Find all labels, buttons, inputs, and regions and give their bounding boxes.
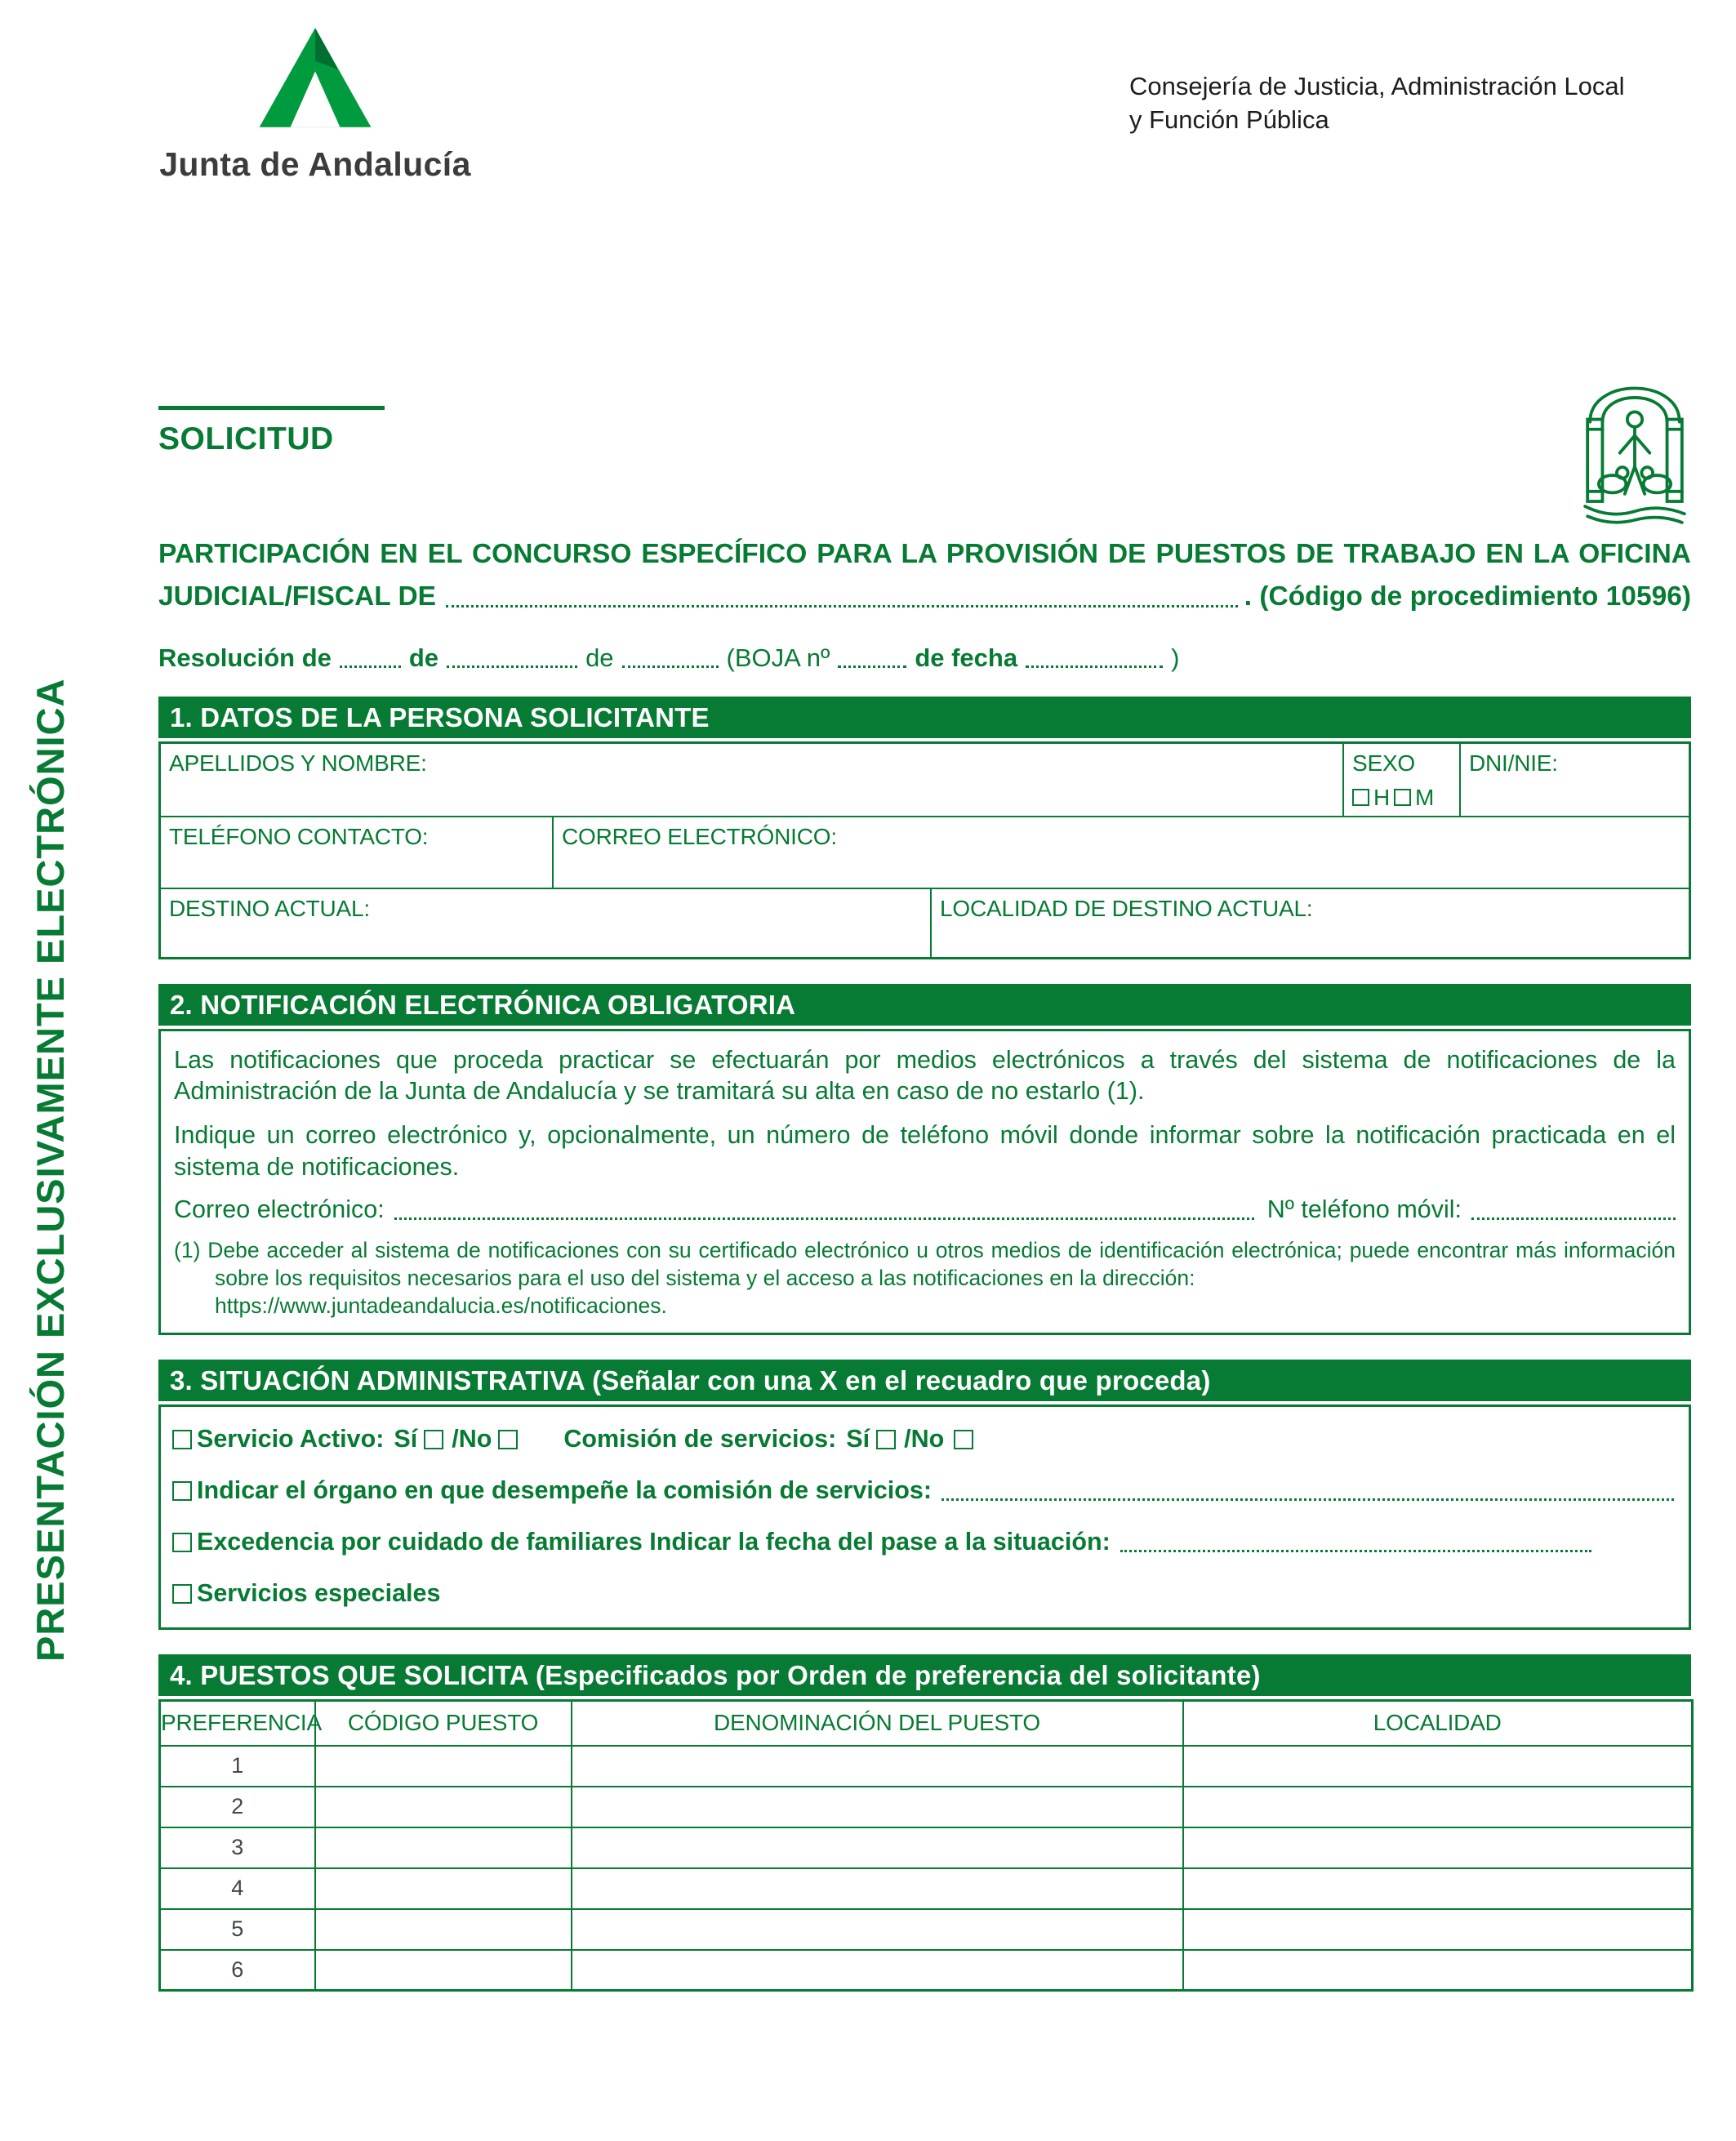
electronic-submission-banner: PRESENTACIÓN EXCLUSIVAMENTE ELECTRÓNICA bbox=[29, 678, 72, 1662]
denominacion-cell-1[interactable] bbox=[572, 1746, 1183, 1787]
resolution-label-5: de fecha bbox=[915, 643, 1018, 672]
phone-label: TELÉFONO CONTACTO: bbox=[169, 823, 429, 849]
col-codigo-puesto: CÓDIGO PUESTO bbox=[315, 1701, 572, 1746]
active-service-checkbox[interactable] bbox=[172, 1430, 192, 1449]
applicant-row-2 bbox=[161, 816, 1689, 888]
preference-number-5: 5 bbox=[160, 1909, 315, 1950]
resolution-label-6: ) bbox=[1171, 643, 1180, 672]
destination-label: DESTINO ACTUAL: bbox=[169, 895, 370, 921]
applicant-row-3 bbox=[161, 888, 1689, 957]
codigo-cell-5[interactable] bbox=[315, 1909, 572, 1950]
resolution-label-3: de bbox=[585, 643, 614, 672]
resolution-label-4: (BOJA nº bbox=[726, 643, 830, 672]
procedure-code: . (Código de procedimiento 10596) bbox=[1244, 581, 1691, 612]
codigo-cell-6[interactable] bbox=[315, 1950, 572, 1991]
localidad-cell-4[interactable] bbox=[1183, 1868, 1693, 1909]
denominacion-cell-3[interactable] bbox=[572, 1827, 1183, 1868]
position-row-1 bbox=[160, 1746, 1693, 1787]
phone-field[interactable] bbox=[161, 817, 552, 888]
position-row-2 bbox=[160, 1787, 1693, 1827]
localidad-cell-3[interactable] bbox=[1183, 1827, 1693, 1868]
denominacion-cell-6[interactable] bbox=[572, 1950, 1183, 1991]
col-localidad: LOCALIDAD bbox=[1183, 1701, 1693, 1746]
commission-yes-checkbox[interactable] bbox=[876, 1430, 896, 1449]
positions-table bbox=[158, 1699, 1694, 1992]
dni-label: DNI/NIE: bbox=[1469, 750, 1558, 776]
active-service-row bbox=[172, 1425, 1677, 1453]
notification-email-field[interactable] bbox=[394, 1215, 1254, 1220]
title-rule bbox=[158, 406, 385, 410]
administrative-situation-box bbox=[158, 1404, 1691, 1630]
office-prefix-label: JUDICIAL/FISCAL DE bbox=[158, 581, 436, 612]
resolution-field-1[interactable] bbox=[340, 663, 401, 668]
section3-header: 3. SITUACIÓN ADMINISTRATIVA (Señalar con una X en el recuadro que proceda) bbox=[158, 1360, 1691, 1401]
sex-h-checkbox[interactable] bbox=[1352, 789, 1369, 806]
preference-number-3: 3 bbox=[160, 1827, 315, 1868]
sex-m-checkbox[interactable] bbox=[1394, 789, 1411, 806]
notification-contact-line bbox=[174, 1195, 1676, 1224]
department-line-2: y Función Pública bbox=[1129, 105, 1329, 134]
notification-mobile-field[interactable] bbox=[1471, 1215, 1676, 1220]
denominacion-cell-4[interactable] bbox=[572, 1868, 1183, 1909]
page-title: SOLICITUD bbox=[158, 421, 334, 456]
commission-organ-row bbox=[172, 1476, 1677, 1505]
sex-h-label: H bbox=[1373, 784, 1391, 810]
localidad-cell-6[interactable] bbox=[1183, 1950, 1693, 1991]
family-leave-row bbox=[172, 1528, 1677, 1556]
commission-no-checkbox[interactable] bbox=[954, 1430, 973, 1449]
notification-footnote bbox=[174, 1237, 1676, 1320]
resolution-field-4[interactable] bbox=[838, 663, 906, 668]
name-label: APELLIDOS Y NOMBRE: bbox=[169, 750, 427, 776]
resolution-field-2[interactable] bbox=[447, 663, 577, 668]
commission-label: Comisión de servicios: bbox=[563, 1425, 837, 1453]
participation-title-line1: PARTICIPACIÓN EN EL CONCURSO ESPECÍFICO PARA LA PROVISIÓN DE PUESTOS DE TRABAJO EN LA OFICINA bbox=[158, 539, 1691, 569]
section2-header: 2. NOTIFICACIÓN ELECTRÓNICA OBLIGATORIA bbox=[158, 984, 1691, 1026]
col-denominacion: DENOMINACIÓN DEL PUESTO bbox=[572, 1701, 1183, 1746]
resolution-line bbox=[158, 645, 1691, 672]
codigo-cell-2[interactable] bbox=[315, 1787, 572, 1827]
commission-no-label: /No bbox=[904, 1425, 945, 1453]
destination-locality-field[interactable] bbox=[930, 889, 1689, 957]
notification-email-label: Correo electrónico: bbox=[174, 1195, 385, 1224]
preference-number-2: 2 bbox=[160, 1787, 315, 1827]
section1-header: 1. DATOS DE LA PERSONA SOLICITANTE bbox=[158, 697, 1691, 738]
notification-mobile-label: Nº teléfono móvil: bbox=[1266, 1195, 1462, 1224]
denominacion-cell-2[interactable] bbox=[572, 1787, 1183, 1827]
form-content bbox=[158, 0, 1691, 1992]
commission-organ-label: Indicar el órgano en que desempeñe la comisión de servicios: bbox=[197, 1476, 933, 1505]
notifications-url: https://www.juntadeandalucia.es/notificaciones. bbox=[215, 1293, 667, 1318]
active-service-yes-label: Sí bbox=[394, 1425, 418, 1453]
commission-organ-checkbox[interactable] bbox=[172, 1481, 192, 1501]
family-leave-label: Excedencia por cuidado de familiares Indicar la fecha del pase a la situación: bbox=[197, 1528, 1111, 1556]
notification-box bbox=[158, 1029, 1691, 1336]
resolution-field-5[interactable] bbox=[1026, 663, 1163, 668]
section4-header: 4. PUESTOS QUE SOLICITA (Especificados por Orden de preferencia del solicitante) bbox=[158, 1654, 1691, 1696]
active-service-yes-checkbox[interactable] bbox=[424, 1430, 443, 1449]
commission-yes-label: Sí bbox=[846, 1425, 870, 1453]
office-name-field[interactable] bbox=[446, 603, 1238, 608]
denominacion-cell-5[interactable] bbox=[572, 1909, 1183, 1950]
resolution-label-2: de bbox=[408, 643, 439, 672]
codigo-cell-4[interactable] bbox=[315, 1868, 572, 1909]
participation-title-line2 bbox=[158, 581, 1691, 612]
active-service-no-checkbox[interactable] bbox=[498, 1430, 518, 1449]
family-leave-checkbox[interactable] bbox=[172, 1533, 192, 1552]
email-contact-label: CORREO ELECTRÓNICO: bbox=[562, 823, 837, 849]
junta-logo-wordmark: Junta de Andalucía bbox=[159, 145, 471, 183]
sex-m-label: M bbox=[1415, 784, 1435, 810]
name-field[interactable] bbox=[161, 744, 1342, 816]
family-leave-date-field[interactable] bbox=[1120, 1547, 1591, 1552]
active-service-no-label: /No bbox=[452, 1425, 492, 1453]
notification-paragraph-2: Indique un correo electrónico y, opcionalmente, un número de teléfono móvil donde informar sobre la notificación practicada en el sistema de notificaciones. bbox=[174, 1121, 1676, 1181]
footnote-marker: (1) bbox=[174, 1238, 201, 1263]
dni-field[interactable] bbox=[1459, 744, 1689, 816]
localidad-cell-1[interactable] bbox=[1183, 1746, 1693, 1787]
applicant-data-table bbox=[158, 741, 1691, 959]
col-preferencia: PREFERENCIA bbox=[160, 1701, 315, 1746]
email-contact-field[interactable] bbox=[552, 817, 1689, 888]
resolution-label-1: Resolución de bbox=[158, 643, 332, 672]
preference-number-6: 6 bbox=[160, 1950, 315, 1991]
localidad-cell-2[interactable] bbox=[1183, 1787, 1693, 1827]
position-row-5 bbox=[160, 1909, 1693, 1950]
special-services-checkbox[interactable] bbox=[172, 1584, 192, 1604]
destination-field[interactable] bbox=[161, 889, 930, 957]
sex-field bbox=[1342, 744, 1459, 816]
resolution-field-3[interactable] bbox=[622, 663, 719, 668]
position-row-4 bbox=[160, 1868, 1693, 1909]
localidad-cell-5[interactable] bbox=[1183, 1909, 1693, 1950]
form-main-title bbox=[158, 539, 1691, 612]
notification-paragraph-1: Las notificaciones que proceda practicar se efectuarán por medios electrónicos a través del sistema de notificaciones de la Administración de la Junta de Andalucía y se tramitará su alta en caso de no estarlo (1). bbox=[174, 1045, 1676, 1105]
footnote-text: Debe acceder al sistema de notificaciones con su certificado electrónico u otros medios de identificación electrónica; puede encontrar más información sobre los requisitos necesarios para el uso del sistema y el acceso a las notificaciones en la dirección: bbox=[207, 1238, 1676, 1290]
special-services-label: Servicios especiales bbox=[197, 1579, 441, 1608]
destination-locality-label: LOCALIDAD DE DESTINO ACTUAL: bbox=[940, 895, 1313, 921]
department-line-1: Consejería de Justicia, Administración Local bbox=[1129, 72, 1625, 100]
position-row-6 bbox=[160, 1950, 1693, 1991]
codigo-cell-1[interactable] bbox=[315, 1746, 572, 1787]
positions-header-row bbox=[160, 1701, 1693, 1746]
applicant-row-1 bbox=[161, 744, 1689, 816]
codigo-cell-3[interactable] bbox=[315, 1827, 572, 1868]
preference-number-4: 4 bbox=[160, 1868, 315, 1909]
commission-organ-field[interactable] bbox=[941, 1496, 1674, 1501]
active-service-label: Servicio Activo: bbox=[197, 1425, 385, 1453]
preference-number-1: 1 bbox=[160, 1746, 315, 1787]
special-services-row bbox=[172, 1579, 1677, 1608]
sex-label: SEXO bbox=[1352, 750, 1416, 776]
position-row-3 bbox=[160, 1827, 1693, 1868]
